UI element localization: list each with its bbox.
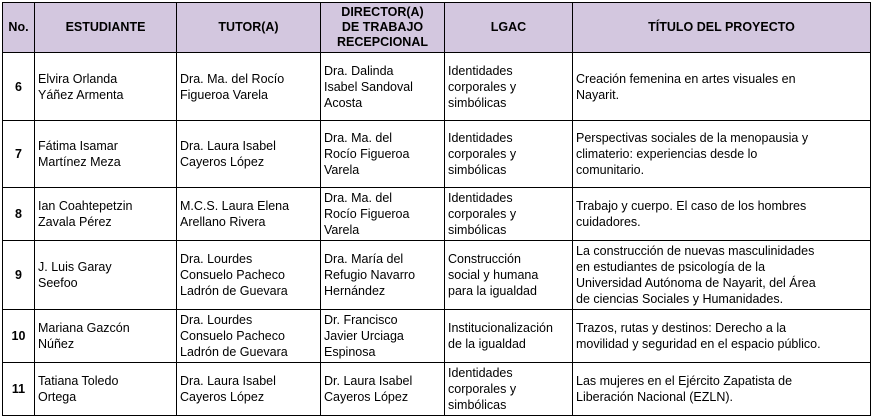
header-director-line: RECEPCIONAL [337,35,428,49]
projects-table [2,2,871,416]
table-row [3,241,871,310]
cell-tutor: M.C.S. Laura Elena Arellano Rivera [177,188,321,241]
cell-director: Dr. Laura Isabel Cayeros López [321,363,445,416]
cell-director: Dra. María del Refugio Navarro Hernández [321,241,445,310]
cell-director: Dra. Dalinda Isabel Sandoval Acosta [321,53,445,121]
header-tutor: TUTOR(A) [177,3,321,53]
cell-titulo: Perspectivas sociales de la menopausia y climaterio: experiencias desde lo comunitario. [573,121,871,188]
row-number: 9 [3,241,35,310]
header-director-line: DIRECTOR(A) [341,5,424,19]
cell-tutor: Dra. Lourdes Consuelo Pacheco Ladrón de Guevara [177,241,321,310]
cell-director: Dra. Ma. del Rocío Figueroa Varela [321,121,445,188]
row-number: 6 [3,53,35,121]
cell-tutor: Dra. Laura Isabel Cayeros López [177,363,321,416]
header-no: No. [3,3,35,53]
cell-lgac: Identidades corporales y simbólicas [445,121,573,188]
header-lgac: LGAC [445,3,573,53]
cell-lgac: Identidades corporales y simbólicas [445,53,573,121]
cell-estudiante: Tatiana Toledo Ortega [35,363,177,416]
table-row [3,121,871,188]
cell-tutor: Dra. Ma. del Rocío Figueroa Varela [177,53,321,121]
cell-tutor: Dra. Lourdes Consuelo Pacheco Ladrón de Guevara [177,310,321,363]
header-titulo: TÍTULO DEL PROYECTO [573,3,871,53]
row-number: 8 [3,188,35,241]
table-row [3,53,871,121]
cell-director: Dra. Ma. del Rocío Figueroa Varela [321,188,445,241]
header-director-line: DE TRABAJO [341,20,424,34]
cell-estudiante: Ian Coahtepetzin Zavala Pérez [35,188,177,241]
cell-titulo: Creación femenina en artes visuales en Nayarit. [573,53,871,121]
cell-titulo: Trabajo y cuerpo. El caso de los hombres cuidadores. [573,188,871,241]
cell-director: Dr. Francisco Javier Urciaga Espinosa [321,310,445,363]
cell-lgac: Institucionalización de la igualdad [445,310,573,363]
cell-estudiante: Elvira Orlanda Yáñez Armenta [35,53,177,121]
cell-lgac: Construcción social y humana para la igualdad [445,241,573,310]
cell-tutor: Dra. Laura Isabel Cayeros López [177,121,321,188]
cell-estudiante: Fátima Isamar Martínez Meza [35,121,177,188]
table-row [3,310,871,363]
cell-lgac: Identidades corporales y simbólicas [445,363,573,416]
cell-estudiante: Mariana Gazcón Núñez [35,310,177,363]
row-number: 11 [3,363,35,416]
header-director [321,3,445,53]
table-row [3,188,871,241]
cell-titulo: Trazos, rutas y destinos: Derecho a la movilidad y seguridad en el espacio público. [573,310,871,363]
header-row [3,3,871,53]
row-number: 10 [3,310,35,363]
header-estudiante: ESTUDIANTE [35,3,177,53]
cell-titulo: Las mujeres en el Ejército Zapatista de Liberación Nacional (EZLN). [573,363,871,416]
cell-lgac: Identidades corporales y simbólicas [445,188,573,241]
row-number: 7 [3,121,35,188]
cell-estudiante: J. Luis Garay Seefoo [35,241,177,310]
table-row [3,363,871,416]
cell-titulo: La construcción de nuevas masculinidades en estudiantes de psicología de la Universidad Autónoma de Nayarit, del Área de ciencias Sociales y Humanidades. [573,241,871,310]
